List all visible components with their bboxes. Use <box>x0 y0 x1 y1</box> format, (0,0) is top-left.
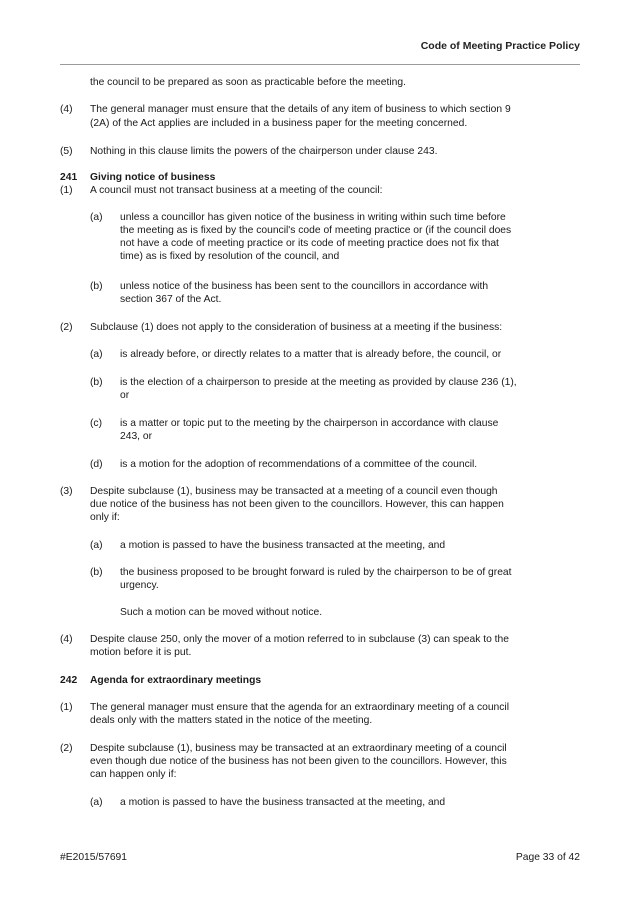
clause-number: (5) <box>60 146 73 157</box>
clause-text-line: The general manager must ensure that the agenda for an extraordinary meeting of a council <box>90 702 509 713</box>
subclause-number: (a) <box>90 540 103 551</box>
subclause-number: (a) <box>90 349 103 360</box>
clause-number: (2) <box>60 743 73 754</box>
clause-text-line: A council must not transact business at a meeting of the council: <box>90 185 383 196</box>
subclause-number: (b) <box>90 281 103 292</box>
subclause-text-line: is a motion for the adoption of recommendations of a committee of the council. <box>120 459 478 470</box>
subclause-text-line: a motion is passed to have the business transacted at the meeting, and <box>120 540 446 551</box>
clause-number: (1) <box>60 185 73 196</box>
subclause-text-line: the meeting as is fixed by the council's code of meeting practice or (if the council does <box>120 225 512 236</box>
subclause-number: (b) <box>90 377 103 388</box>
section-title: Giving notice of business <box>90 172 216 183</box>
subclause-text-line: is a matter or topic put to the meeting by the chairperson in accordance with clause <box>120 418 499 429</box>
clause-text-line: Despite subclause (1), business may be transacted at an extraordinary meeting of a council <box>90 743 507 754</box>
page-number: Page 33 of 42 <box>515 852 580 863</box>
subclause-text-line: is already before, or directly relates to a matter that is already before, the council, or <box>120 349 502 360</box>
clause-number: (1) <box>60 702 73 713</box>
section-title: Agenda for extraordinary meetings <box>90 675 262 686</box>
document-title: Code of Meeting Practice Policy <box>420 40 580 52</box>
clause-text-line: Subclause (1) does not apply to the consideration of business at a meeting if the business: <box>90 322 503 333</box>
subclause-text-line: or <box>120 390 130 401</box>
subclause-text-line: 243, or <box>120 431 153 442</box>
subclause-text-line: not have a code of meeting practice or its code of meeting practice does not fix that <box>120 238 499 249</box>
clause-text-line: The general manager must ensure that the details of any item of business to which section 9 <box>90 104 511 115</box>
paragraph-continuation: the council to be prepared as soon as practicable before the meeting. <box>90 77 406 88</box>
clause-text-line: deals only with the matters stated in the notice of the meeting. <box>90 715 373 726</box>
subclause-number: (d) <box>90 459 103 470</box>
section-number: 242 <box>60 675 78 686</box>
clause-number: (4) <box>60 634 73 645</box>
subclause-text-line: the business proposed to be brought forward is ruled by the chairperson to be of great <box>120 567 512 578</box>
subclause-text-line: unless notice of the business has been sent to the councillors in accordance with <box>120 281 489 292</box>
header-divider <box>60 64 580 65</box>
clause-text-line: only if: <box>90 512 120 523</box>
subclause-text-line: is the election of a chairperson to preside at the meeting as provided by clause 236 (1), <box>120 377 517 388</box>
section-heading <box>60 674 261 687</box>
clause-text-line: Despite clause 250, only the mover of a motion referred to in subclause (3) can speak to the <box>90 634 509 645</box>
subclause-text-line: section 367 of the Act. <box>120 294 222 305</box>
clause-text-line: due notice of the business has not been given to the councillors. However, this can happen <box>90 499 504 510</box>
subclause-number: (c) <box>90 418 103 429</box>
clause-number: (3) <box>60 486 73 497</box>
clause-number: (2) <box>60 322 73 333</box>
clause-text-line: can happen only if: <box>90 769 177 780</box>
subclause-number: (a) <box>90 797 103 808</box>
clause-text-line: Despite subclause (1), business may be transacted at a meeting of a council even though <box>90 486 498 497</box>
subclause-text-line: a motion is passed to have the business transacted at the meeting, and <box>120 797 446 808</box>
section-heading <box>60 171 215 184</box>
subclause-number: (b) <box>90 567 103 578</box>
subclause-text-line: time) as is fixed by resolution of the council, and <box>120 251 340 262</box>
subclause-text-line: urgency. <box>120 580 159 591</box>
subclause-text-line: unless a councillor has given notice of the business in writing within such time before <box>120 212 506 223</box>
clause-number: (4) <box>60 104 73 115</box>
clause-tail-text: Such a motion can be moved without notice. <box>120 607 323 618</box>
page-header <box>0 0 638 66</box>
subclause-number: (a) <box>90 212 103 223</box>
clause-text-line: Nothing in this clause limits the powers of the chairperson under clause 243. <box>90 146 438 157</box>
clause-text-line: motion before it is put. <box>90 647 192 658</box>
document-reference: #E2015/57691 <box>60 852 127 863</box>
section-number: 241 <box>60 172 78 183</box>
clause-text-line: even though due notice of the business has not been given to the councillors. However, this <box>90 756 507 767</box>
clause-text-line: (2A) of the Act applies are included in a business paper for the meeting concerned. <box>90 118 468 129</box>
